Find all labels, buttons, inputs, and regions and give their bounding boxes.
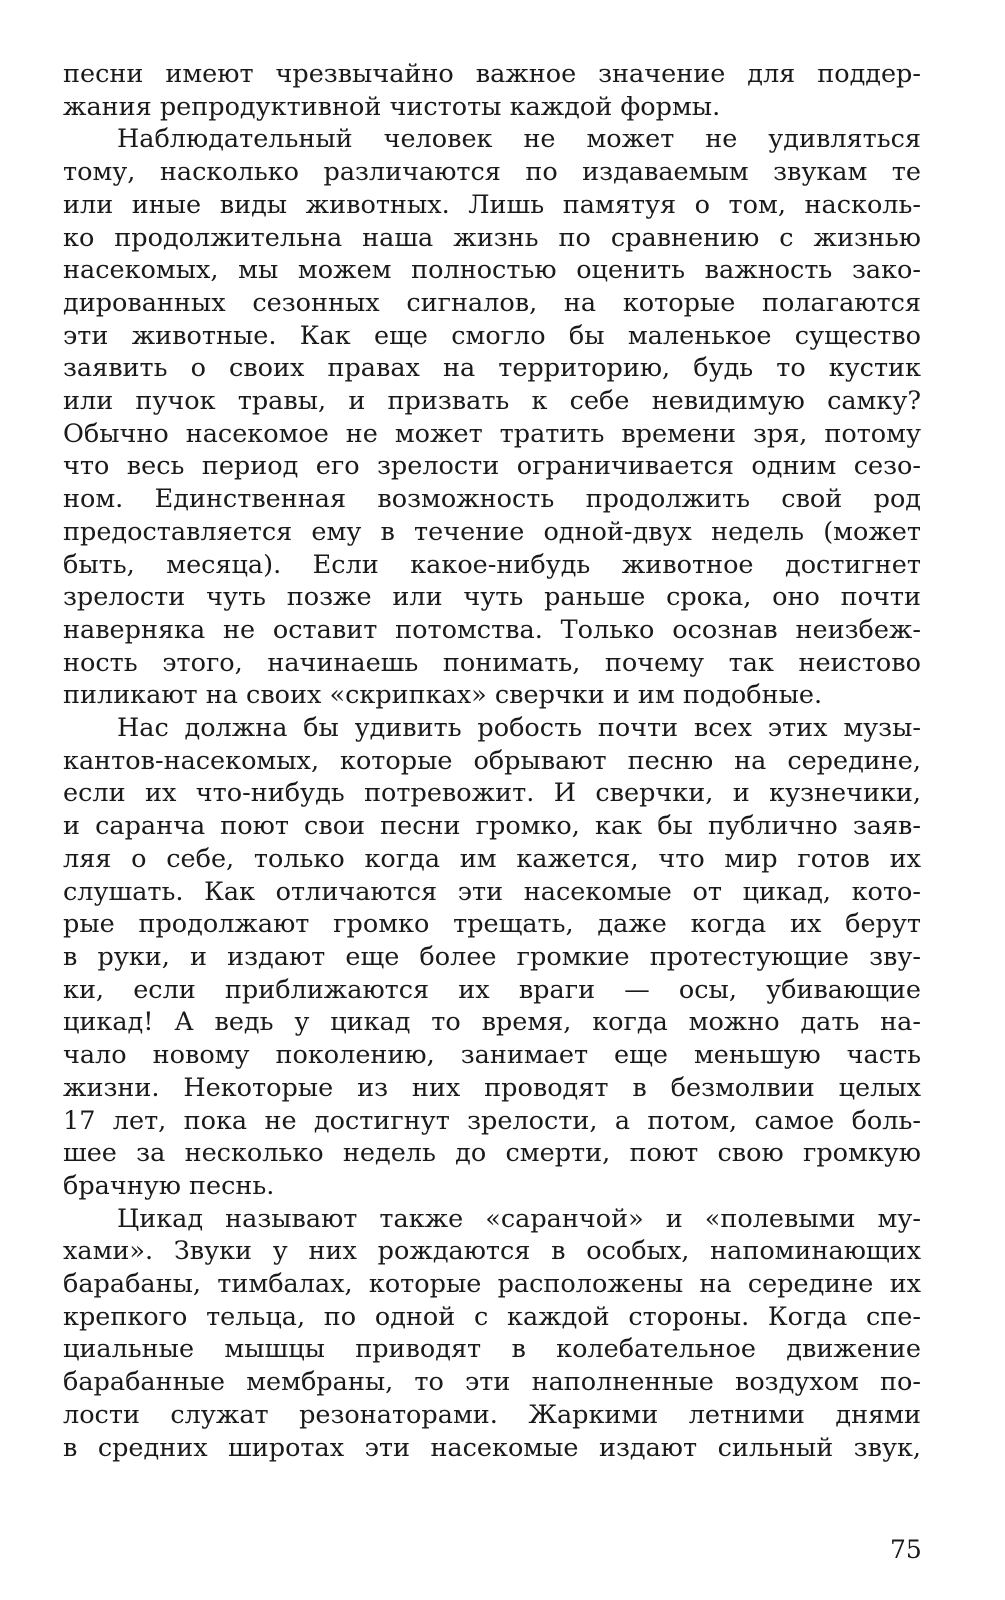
text-line: наверняка не оставит потомства. Только осознав неизбеж- [63, 614, 921, 645]
text-line: кантов-насекомых, которые обрывают песню на середине, [63, 745, 921, 776]
text-line: пиликают на своих «скрипках» сверчки и им подобные. [63, 680, 823, 711]
text-line: ки, если приближаются их враги — осы, убивающие [63, 974, 921, 1005]
text-line: лости служат резонаторами. Жаркими летними днями [63, 1399, 921, 1430]
text-line: или пучок травы, и призвать к себе невидимую самку? [63, 386, 921, 417]
text-line: в средних широтах эти насекомые издают сильный звук, [63, 1432, 921, 1463]
text-line: песни имеют чрезвычайно важное значение для поддер- [63, 59, 921, 89]
text-line: что весь период его зрелости ограничивается одним сезо- [63, 451, 921, 482]
text-line: хами». Звуки у них рождаются в особых, напоминающих [63, 1236, 921, 1267]
text-line: дированных сезонных сигналов, на которые полагаются [63, 287, 921, 318]
text-line: или иные виды животных. Лишь памятуя о том, насколь- [63, 189, 921, 220]
text-line: барабаны, тимбалах, которые расположены на середине их [63, 1269, 921, 1300]
text-line: Нас должна бы удивить робость почти всех этих музы- [117, 713, 921, 744]
text-line: рые продолжают громко трещать, даже когда их берут [63, 909, 921, 940]
text-line: Цикад называют также «саранчой» и «полевыми му- [117, 1203, 921, 1234]
paragraph [63, 1203, 921, 1465]
text-line: и саранча поют свои песни громко, как бы публично заяв- [63, 811, 921, 842]
text-line: чало новому поколению, занимает еще меньшую часть [63, 1040, 921, 1071]
paragraph [63, 58, 921, 123]
text-line: цикад! А ведь у цикад то время, когда можно дать на- [63, 1007, 921, 1038]
text-line: слушать. Как отличаются эти насекомые от цикад, кото- [63, 876, 921, 907]
text-line: шее за несколько недель до смерти, поют свою громкую [63, 1138, 921, 1169]
paragraph [63, 712, 921, 1203]
text-line: предоставляется ему в течение одной-двух недель (может [63, 516, 921, 547]
text-line: ность этого, начинаешь понимать, почему так неистово [63, 647, 921, 678]
text-line: если их что-нибудь потревожит. И сверчки, и кузнечики, [63, 778, 921, 809]
text-line: заявить о своих правах на территорию, будь то кустик [63, 353, 921, 384]
text-line: насекомых, мы можем полностью оценить важность зако- [63, 255, 921, 286]
paragraph [63, 123, 921, 712]
text-line: в руки, и издают еще более громкие протестующие зву- [63, 941, 921, 972]
text-line: 17 лет, пока не достигнут зрелости, а потом, самое боль- [63, 1105, 921, 1136]
text-line: жания репродуктивной чистоты каждой формы. [63, 91, 721, 122]
text-line: брачную песнь. [63, 1170, 275, 1201]
page-body [63, 58, 921, 1464]
text-line: эти животные. Как еще смогло бы маленькое существо [63, 320, 921, 351]
text-line: ном. Единственная возможность продолжить свой род [63, 484, 921, 515]
text-line: жизни. Некоторые из них проводят в безмолвии целых [63, 1072, 921, 1103]
text-line: Обычно насекомое не может тратить времени зря, потому [63, 418, 921, 449]
text-line: крепкого тельца, по одной с каждой стороны. Когда спе- [63, 1301, 921, 1332]
text-line: быть, месяца). Если какое-нибудь животное достигнет [63, 549, 921, 580]
text-line: ко продолжительна наша жизнь по сравнению с жизнью [63, 222, 921, 253]
text-line: циальные мышцы приводят в колебательное движение [63, 1334, 921, 1365]
text-line: зрелости чуть позже или чуть раньше срока, оно почти [63, 582, 921, 613]
text-line: ляя о себе, только когда им кажется, что мир готов их [63, 843, 921, 874]
text-line: Наблюдательный человек не может не удивляться [117, 124, 921, 155]
text-line: барабанные мембраны, то эти наполненные воздухом по- [63, 1367, 921, 1398]
page-number: 75 [890, 1535, 922, 1564]
text-line: тому, насколько различаются по издаваемым звукам те [63, 157, 921, 188]
